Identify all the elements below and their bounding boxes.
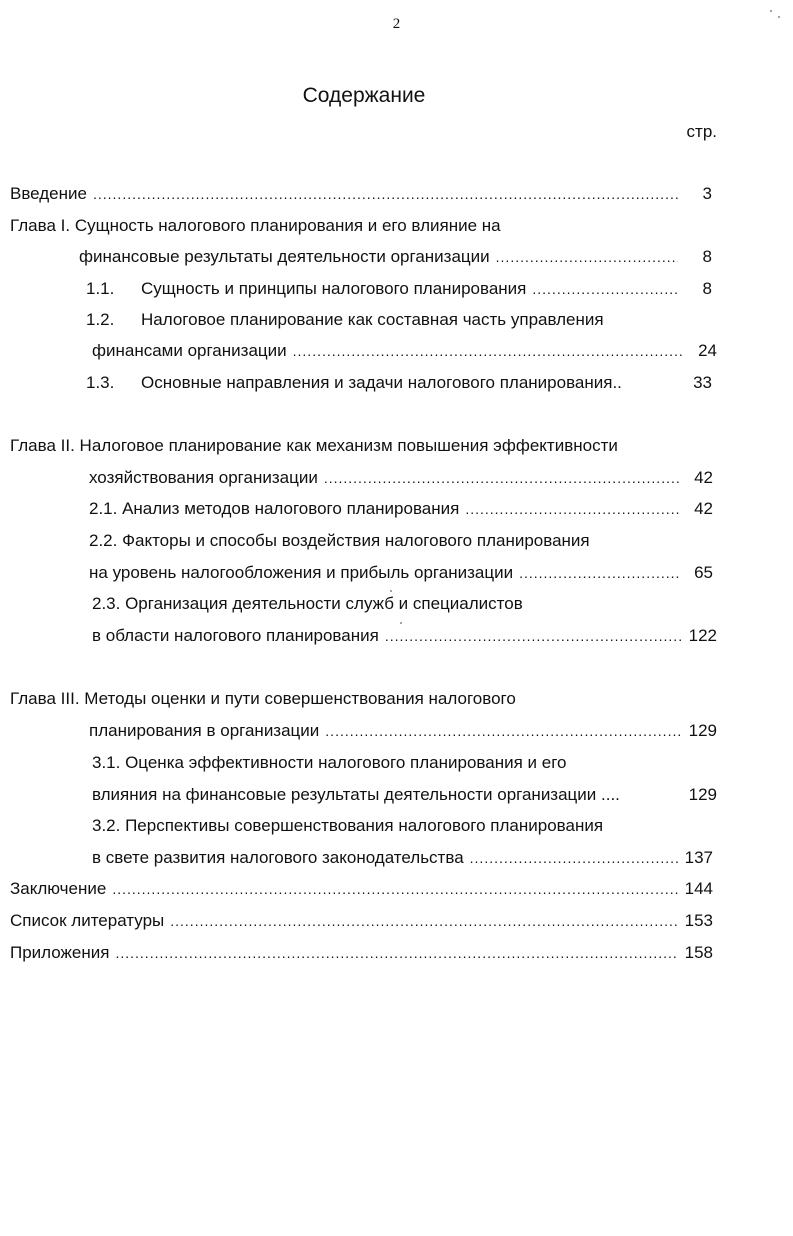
scan-speck (400, 622, 402, 624)
toc-section-2-2[interactable] (89, 530, 590, 552)
toc-section-3-1-continuation[interactable] (92, 784, 717, 806)
dot-leader (465, 498, 679, 520)
scan-speck (390, 590, 392, 592)
toc-entry-text: на уровень налогообложения и прибыль организации (89, 563, 514, 582)
toc-section-number: 1.3. (86, 373, 115, 392)
dot-leader (93, 183, 678, 205)
toc-chapter-1-continuation[interactable] (79, 246, 712, 268)
toc-page-number: 3 (702, 184, 712, 203)
toc-section-3-2-continuation[interactable] (92, 847, 713, 869)
toc-entry-text: Глава III. Методы оценки и пути совершенствования налогового (10, 689, 516, 708)
toc-entry-literature[interactable] (10, 910, 713, 932)
dot-leader (385, 625, 683, 647)
dot-leader (496, 246, 678, 268)
dot-leader (324, 467, 679, 489)
toc-entry-text: 2.1. Анализ методов налогового планирования (89, 499, 460, 518)
dot-leader (170, 910, 679, 932)
toc-entry-text: Введение (10, 184, 87, 203)
dot-leader (112, 878, 679, 900)
dot-leader (293, 340, 683, 362)
toc-chapter-3-title[interactable] (10, 688, 516, 710)
toc-section-2-3-continuation[interactable] (92, 625, 717, 647)
toc-page-number: 33 (693, 373, 712, 392)
page-column-label: стр. (686, 122, 717, 141)
toc-section-2-2-continuation[interactable] (89, 562, 713, 584)
toc-entry-text: 2.2. Факторы и способы воздействия налогового планирования (89, 531, 590, 550)
toc-section-1-3[interactable] (86, 372, 712, 394)
toc-section-1-2-continuation[interactable] (92, 340, 717, 362)
page-title: Содержание (302, 84, 426, 107)
toc-entry-text: финансами организации (92, 341, 287, 360)
toc-section-1-1[interactable] (86, 278, 712, 300)
toc-entry-text: Глава I. Сущность налогового планирования и его влияние на (10, 216, 501, 235)
toc-section-number: 1.2. (86, 310, 115, 329)
toc-entry-text: в области налогового планирования (92, 626, 379, 645)
toc-entry-text: Список литературы (10, 911, 165, 930)
toc-section-2-3[interactable] (92, 593, 523, 615)
toc-chapter-1-title[interactable] (10, 215, 501, 237)
toc-chapter-2-title[interactable] (10, 435, 618, 457)
toc-page-number: 8 (702, 247, 712, 266)
toc-section-2-1[interactable] (89, 498, 713, 520)
toc-section-3-1[interactable] (92, 752, 567, 774)
toc-entry-text: Приложения (10, 943, 110, 962)
scan-speck (778, 16, 780, 18)
page-number: 2 (392, 16, 401, 32)
toc-entry-text: 3.2. Перспективы совершенствования налогового планирования (92, 816, 604, 835)
toc-entry-text: 3.1. Оценка эффективности налогового планирования и его (92, 753, 567, 772)
toc-entry-text: 2.3. Организация деятельности служб и специалистов (92, 594, 523, 613)
dot-leader (115, 942, 679, 964)
toc-entry-text: Заключение (10, 879, 107, 898)
toc-chapter-2-continuation[interactable] (89, 467, 713, 489)
toc-entry-text: влияния на финансовые результаты деятельности организации .... (92, 785, 620, 804)
toc-page-number: 144 (684, 879, 713, 898)
toc-page-number: 137 (684, 848, 713, 867)
toc-page-number: 129 (688, 785, 717, 804)
toc-chapter-3-continuation[interactable] (89, 720, 717, 742)
toc-entry-text: Сущность и принципы налогового планирования (141, 279, 527, 298)
toc-entry-text: Налоговое планирование как составная часть управления (141, 310, 604, 329)
toc-page-number: 153 (684, 911, 713, 930)
dot-leader (519, 562, 679, 584)
toc-entry-conclusion[interactable] (10, 878, 713, 900)
toc-entry-text: хозяйствования организации (89, 468, 318, 487)
toc-entry-text: в свете развития налогового законодательства (92, 848, 464, 867)
toc-entry-text: Глава II. Налоговое планирование как механизм повышения эффективности (10, 436, 618, 455)
toc-page-number: 24 (698, 341, 717, 360)
toc-page-number: 158 (684, 943, 713, 962)
toc-section-number: 1.1. (86, 279, 115, 298)
toc-section-3-2[interactable] (92, 815, 603, 837)
scan-speck (770, 10, 772, 12)
dot-leader (532, 278, 678, 300)
dot-leader (325, 720, 683, 742)
toc-entry-text: планирования в организации (89, 721, 320, 740)
toc-entry-appendix[interactable] (10, 942, 713, 964)
toc-entry-text: финансовые результаты деятельности организации (79, 247, 490, 266)
toc-entry-intro[interactable] (10, 183, 712, 205)
toc-section-1-2[interactable] (86, 309, 604, 331)
toc-page-number: 42 (694, 468, 713, 487)
toc-page-number: 129 (688, 721, 717, 740)
toc-page-number: 65 (694, 563, 713, 582)
toc-entry-text: Основные направления и задачи налогового планирования.. (141, 373, 622, 392)
dot-leader (470, 847, 679, 869)
toc-page-number: 42 (694, 499, 713, 518)
toc-page-number: 8 (702, 279, 712, 298)
toc-page-number: 122 (688, 626, 717, 645)
